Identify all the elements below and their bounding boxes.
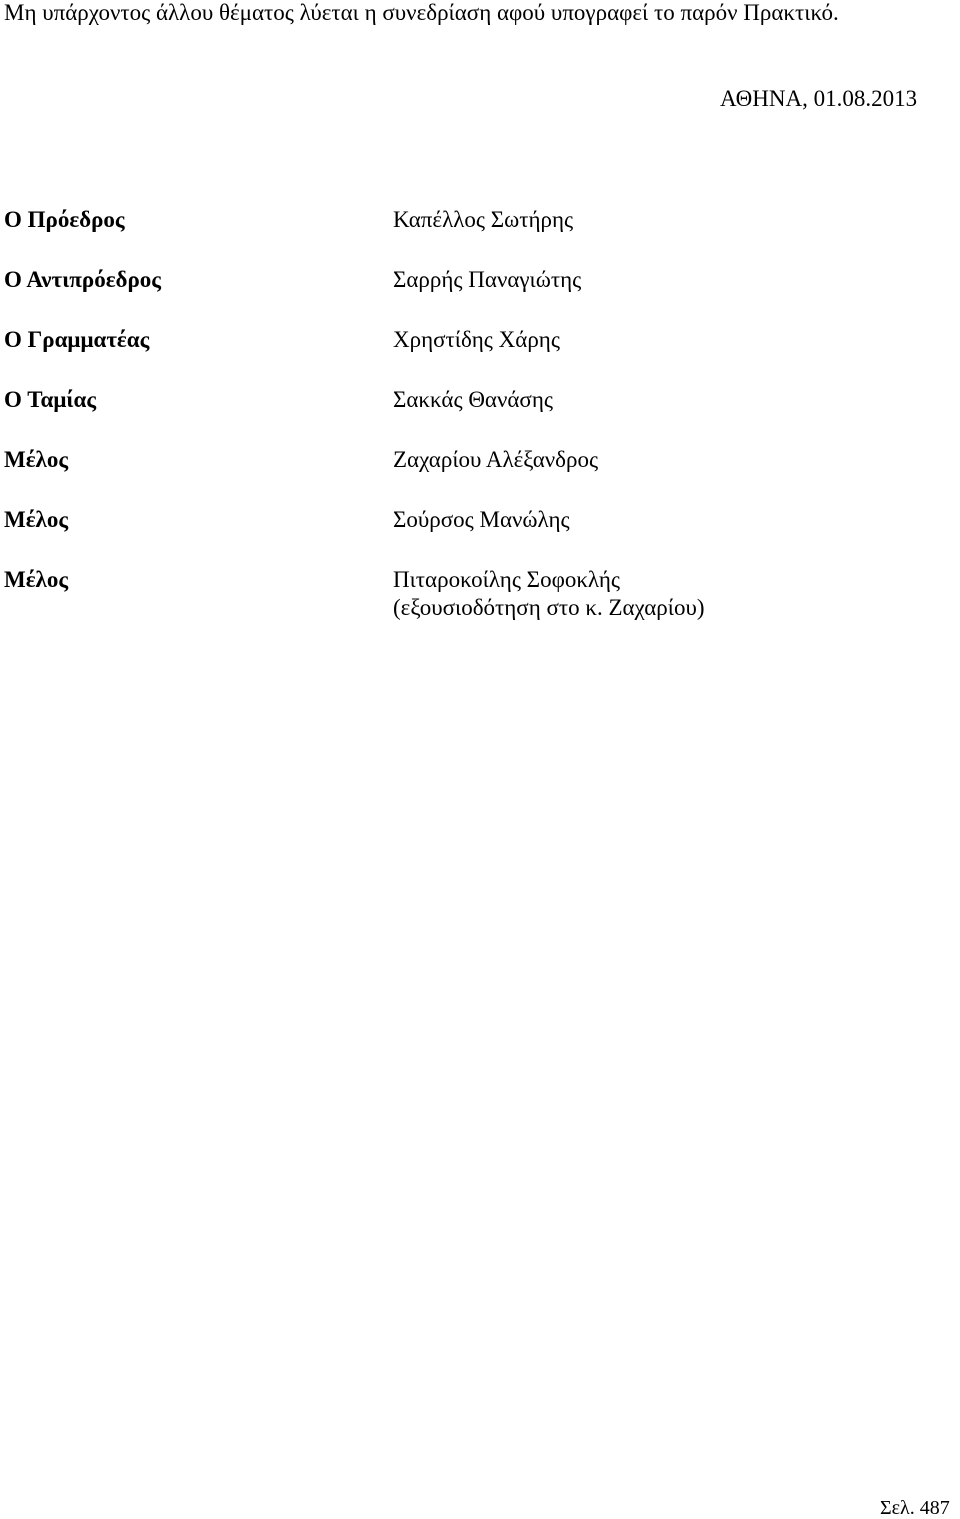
place-date: ΑΘΗΝΑ, 01.08.2013 bbox=[720, 86, 918, 111]
signatory-role: Ο Πρόεδρος bbox=[4, 207, 125, 232]
signatory-role: Ο Γραμματέας bbox=[4, 327, 150, 352]
signatory-role: Ο Ταμίας bbox=[4, 387, 97, 412]
signatory-row bbox=[0, 445, 960, 505]
signatory-authorization-note: (εξουσιοδότηση στο κ. Ζαχαρίου) bbox=[393, 595, 705, 620]
signatory-role: Ο Αντιπρόεδρος bbox=[4, 267, 161, 292]
signatory-role: Μέλος bbox=[4, 447, 69, 472]
signatory-role: Μέλος bbox=[4, 507, 69, 532]
signatory-role: Μέλος bbox=[4, 567, 69, 592]
signatory-row bbox=[0, 325, 960, 385]
signatory-row bbox=[0, 505, 960, 565]
signatory-name: Πιταροκοίλης Σοφοκλής bbox=[393, 567, 621, 592]
signatory-row bbox=[0, 565, 960, 625]
signatory-row bbox=[0, 205, 960, 265]
signatory-name: Χρηστίδης Χάρης bbox=[393, 327, 560, 352]
signatory-row bbox=[0, 385, 960, 445]
signatory-name: Σούρσος Μανώλης bbox=[393, 507, 570, 532]
signatory-name: Σακκάς Θανάσης bbox=[393, 387, 553, 412]
signatory-row bbox=[0, 265, 960, 325]
page-number: Σελ. 487 bbox=[880, 1497, 950, 1519]
signatory-name: Ζαχαρίου Αλέξανδρος bbox=[393, 447, 599, 472]
signatory-name: Καπέλλος Σωτήρης bbox=[393, 207, 574, 232]
signatory-name: Σαρρής Παναγιώτης bbox=[393, 267, 582, 292]
closing-statement: Μη υπάρχοντος άλλου θέματος λύεται η συνεδρίαση αφού υπογραφεί το παρόν Πρακτικό. bbox=[4, 0, 839, 25]
